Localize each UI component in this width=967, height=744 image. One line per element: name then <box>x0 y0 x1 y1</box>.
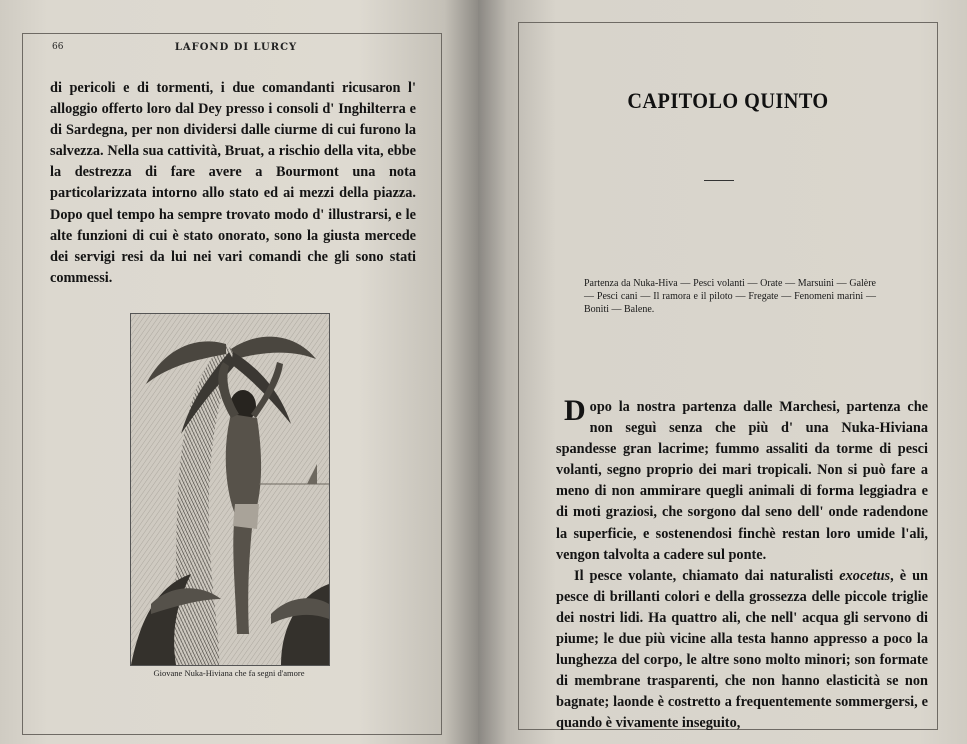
engraving-figure <box>131 314 329 665</box>
right-paragraph-2-rest: , è un pesce di brillanti colori e della grossezza delle piccole triglie dei nostri lidi. Ha quattro ali, che nell' acqua gli servono di piume; le due più vicine alla testa hanno appresso a poco la lunghezza del corpo, le altre sono molto minori; son formate di membrane trasparenti, che non hanno elasticità se non bagnate; laonde è costretto a frequentemente sommergersi, e quando è vivamente inseguito, <box>556 567 928 732</box>
right-paragraph-1 <box>556 394 928 566</box>
left-paragraph: di pericoli e di tormenti, i due comandanti ricusaron l' alloggio offerto loro dal Dey presso i consoli d' Inghilterra e di Sardegna, per non dividersi dalle ciurme di cui furono la salvezza. Nella sua cattività, Bruat, a rischio della vita, ebbe la destrezza di fare avere a Bourmont una nota particolarizzata intorno allo stato ed ai mezzi della piazza. Dopo quel tempo ha sempre trovato modo d' illustrarsi, e le alte funzioni di cui è stato onorato, sono la giusta mercede dei servigi resi da lui nei vari comandi che gli sono stati commessi. <box>50 80 416 286</box>
left-page-text <box>50 78 416 289</box>
chapter-title: CAPITOLO QUINTO <box>627 88 829 113</box>
italic-term: exocetus <box>839 567 891 584</box>
right-paragraph-1-text: opo la nostra partenza dalle Marchesi, partenza che non seguì senza che più d' una Nuka-Hiviana spandesse gran lacrime; fummo assaliti da torme di pesci volanti, segno proprio dei mari tropicali. Non si può fare a meno di non ammirare quegli animali di forma leggiadra e di moti graziosi, che sorgono dal seno dell' onde radendone la superficie, e sostenendosi finchè restan loro umide l'ali, vengon talvolta a cadere sul ponte. <box>556 399 928 563</box>
right-page-text <box>556 394 928 735</box>
left-running-head <box>46 42 426 58</box>
chapter-summary: Partenza da Nuka-Hiva — Pesci volanti — Orate — Marsuini — Galère — Pesci cani — Il ramora e il piloto — Fregate — Fenomeni marini — Boniti — Balene. <box>584 278 876 315</box>
drop-cap: D <box>564 394 586 427</box>
right-paragraph-2 <box>556 566 928 735</box>
left-running-title: LAFOND DI LURCY <box>174 42 298 53</box>
right-page <box>478 0 967 744</box>
illustration-caption: Giovane Nuka-Hiviana che fa segni d'amore <box>153 668 305 678</box>
left-page <box>0 0 478 744</box>
right-paragraph-2-start: Il pesce volante, chiamato dai naturalisti <box>574 567 840 584</box>
illustration-engraving <box>130 313 330 666</box>
left-page-number: 66 <box>52 42 64 52</box>
chapter-rule <box>704 180 734 181</box>
